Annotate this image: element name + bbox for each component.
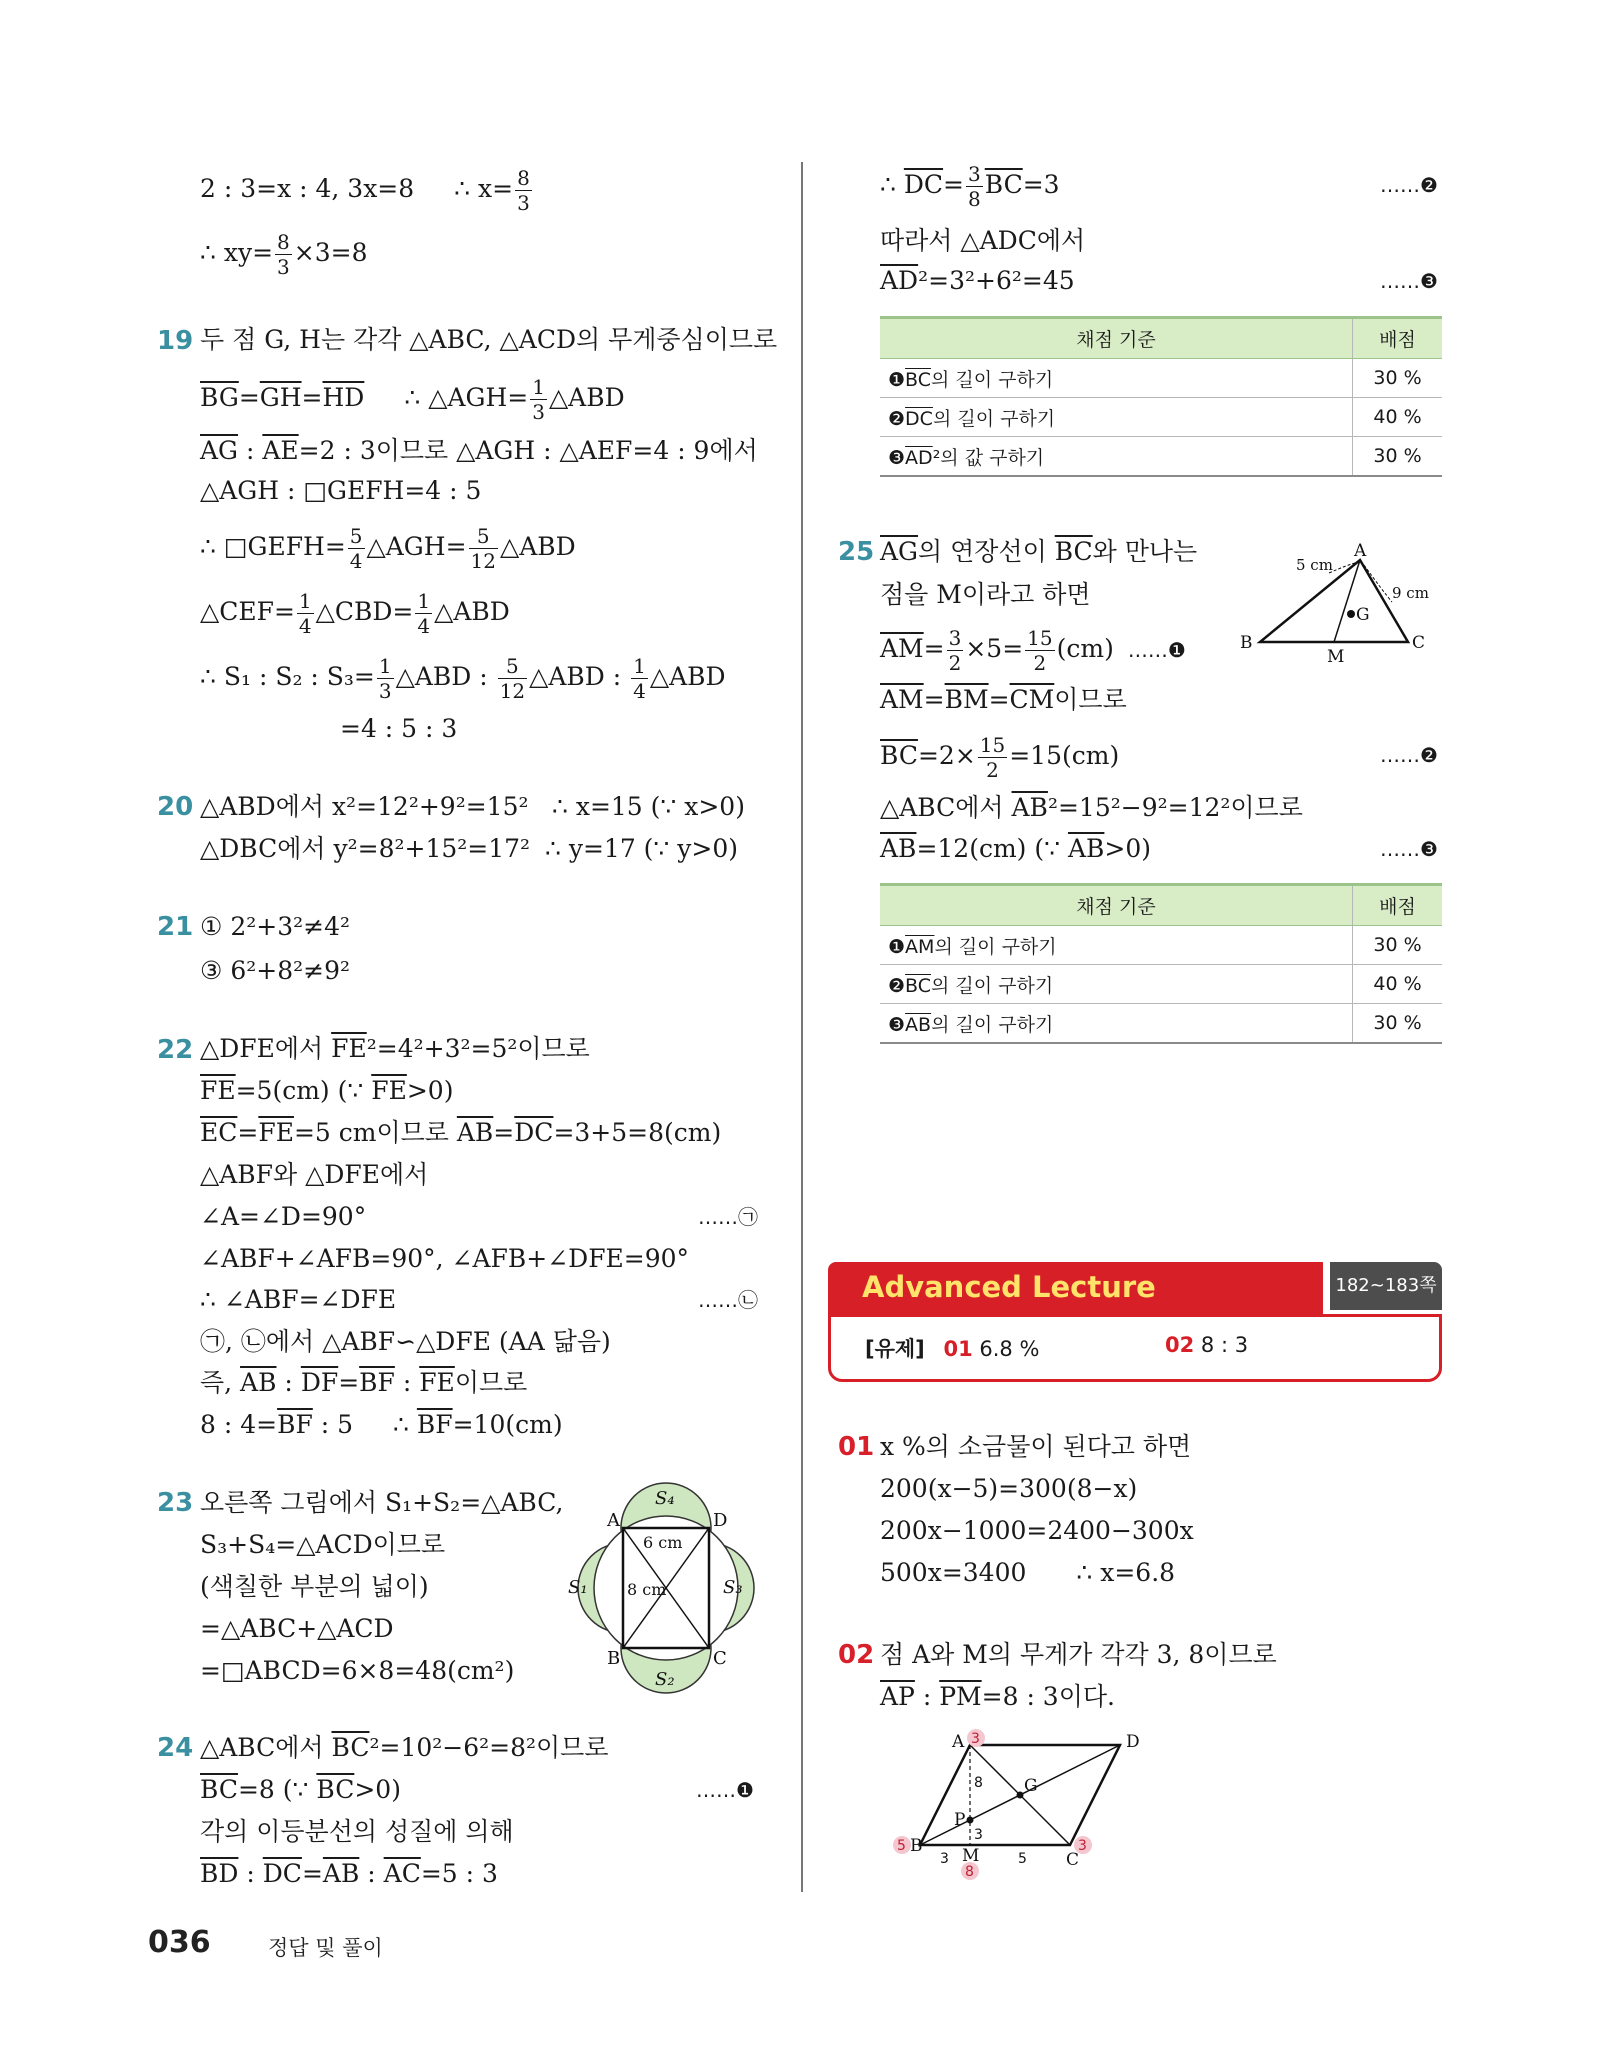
label-d: D <box>713 1510 728 1531</box>
table-header-points: 배점 <box>1353 318 1443 359</box>
p23-line-2: S₃+S₄=△ACD이므로 <box>200 1530 446 1559</box>
label-8cm: 8 cm <box>627 1580 667 1599</box>
p24c-line-1: ∴ $\overline{DC}=$ $\frac{3}{8}$ $\overline{BC}=3$ <box>880 162 1060 211</box>
p19-line-6: △CEF= $\frac{1}{4}$ △CBD= $\frac{1}{4}$ △ABD <box>200 589 510 638</box>
answer-line-1: [유제] 01 6.8 % <box>865 1337 1040 1361</box>
label-c: C <box>713 1648 727 1669</box>
label-g: G <box>1356 605 1370 625</box>
label-g: G <box>1024 1776 1038 1796</box>
table-row: $❷\overline{BC}$의 길이 구하기 40 % <box>880 965 1442 1004</box>
p20-line-2b: ∴ y=17 (∵ y>0) <box>545 834 739 863</box>
table-header-points: 배점 <box>1353 885 1443 926</box>
label-6cm: 6 cm <box>643 1533 683 1552</box>
problem-20-number: 20 <box>157 792 194 822</box>
p23-line-5: =□ABCD=6×8=48(cm²) <box>200 1656 515 1685</box>
q01-line-2: 200(x−5)=300(8−x) <box>880 1474 1138 1503</box>
table-header-criteria: 채점 기준 <box>880 318 1353 359</box>
prev-line-1: 2 : 3=x : 4, 3x=8 ∴ x= $\frac{8}{3}$ <box>200 166 530 215</box>
question-01-number: 01 <box>838 1432 875 1462</box>
p25-line-3: $\overline{AM}=$ $\frac{3}{2}$ ×5= $\frac{15}{2}$ (cm) ……❶ <box>880 626 1186 675</box>
label-b: B <box>607 1648 621 1669</box>
p22-line-2: $\overline{FE}=5(cm)$ (∵ $\overline{FE}>0$) <box>200 1076 454 1105</box>
p22-line-1: △DFE에서 $\overline{FE}^2=4^2+3^2=5^2$이므로 <box>200 1034 590 1063</box>
weight-m: 8 <box>965 1864 974 1880</box>
p19-line-5: ∴ □GEFH= $\frac{5}{4}$ △AGH= $\frac{5}{12}$ △ABD <box>200 524 576 573</box>
p20-line-2: △DBC에서 y²=8²+15²=17² <box>200 834 531 863</box>
table-header-criteria: 채점 기준 <box>880 885 1353 926</box>
label-m: M <box>1327 647 1345 665</box>
label-bm: 3 <box>940 1851 949 1867</box>
label-b: B <box>910 1836 923 1856</box>
label-c: C <box>1066 1850 1080 1870</box>
answer-line-2: 02 8 : 3 <box>1165 1333 1249 1357</box>
problem-23-number: 23 <box>157 1488 194 1518</box>
p22-mark-1: ……㉠ <box>698 1205 758 1229</box>
q02-figure <box>880 1725 1150 1885</box>
q01-line-3: 200x−1000=2400−300x <box>880 1516 1194 1545</box>
page-reference-tag: 182~183쪽 <box>1330 1262 1442 1310</box>
p24-line-2: $\overline{BC}=8$ (∵ $\overline{BC}>0$) <box>200 1775 401 1804</box>
footer-label: 정답 및 풀이 <box>268 1936 383 1960</box>
centroid-point <box>1347 610 1355 618</box>
p19-line-2: $\overline{BG}=\overline{GH}=\overline{HD}$ ∴ △AGH= $\frac{1}{3}$ △ABD <box>200 375 625 424</box>
p23-line-1: 오른쪽 그림에서 S₁+S₂=△ABC, <box>200 1488 564 1517</box>
advanced-answer-box <box>828 1314 1442 1382</box>
q01-line-1: x %의 소금물이 된다고 하면 <box>880 1432 1192 1461</box>
label-s2: S₂ <box>655 1669 675 1690</box>
p22-line-5: ∠A=∠D=90° <box>200 1202 367 1231</box>
p19-line-1: 두 점 G, H는 각각 △ABC, △ACD의 무게중심이므로 <box>200 325 778 354</box>
p22-line-3: $\overline{EC}=\overline{FE}=5$ cm이므로 $\overline{AB}=\overline{DC}=3+5=8(cm)$ <box>200 1118 722 1147</box>
p19-line-4: △AGH : □GEFH=4 : 5 <box>200 476 482 505</box>
label-9cm: 9 cm <box>1392 584 1429 602</box>
p21-line-2: ③ 6²+8²≠9² <box>200 956 351 985</box>
label-s1: S₁ <box>568 1577 588 1598</box>
weight-a: 3 <box>971 1731 980 1747</box>
table-row: $❸\overline{AD}^2$의 값 구하기 30 % <box>880 437 1442 477</box>
p25-line-5: $\overline{BC}=2\times$ $\frac{15}{2}$ =15(cm) <box>880 733 1120 782</box>
label-c: C <box>1412 633 1426 653</box>
q02-line-2: $\overline{AP}$ : $\overline{PM}=8$ : 3이다. <box>880 1682 1115 1711</box>
p24c-line-2: 따라서 △ADC에서 <box>880 226 1086 255</box>
problem-19-number: 19 <box>157 326 194 356</box>
p19-line-7: ∴ S₁ : S₂ : S₃= $\frac{1}{3}$ △ABD : $\frac{5}{12}$ △ABD : $\frac{1}{4}$ △ABD <box>200 654 726 703</box>
p25-line-1: $\overline{AG}$의 연장선이 $\overline{BC}$와 만나는 <box>880 537 1198 566</box>
p25-figure <box>1232 540 1447 665</box>
point-g <box>1017 1792 1024 1799</box>
table-row: $❶\overline{BC}$의 길이 구하기 30 % <box>880 359 1442 398</box>
label-mc: 5 <box>1018 1851 1027 1867</box>
p25-line-7: $\overline{AB}=12(cm)$ (∵ $\overline{AB}>0$) <box>880 834 1152 863</box>
p25-mark-3: ……❸ <box>1380 837 1438 861</box>
label-s4: S₄ <box>655 1488 675 1509</box>
q01-line-4: 500x=3400 ∴ x=6.8 <box>880 1558 1176 1587</box>
p22-mark-2: ……㉡ <box>698 1288 758 1312</box>
weight-b: 5 <box>897 1838 906 1854</box>
advanced-lecture-header: Advanced Lecture <box>828 1262 1323 1314</box>
p23-line-4: =△ABC+△ACD <box>200 1614 394 1643</box>
label-p: P <box>954 1810 966 1830</box>
p20-line-1b: ∴ x=15 (∵ x>0) <box>552 792 745 821</box>
p20-line-1: △ABD에서 x²=12²+9²=15² <box>200 792 529 821</box>
p23-line-3: (색칠한 부분의 넓이) <box>200 1572 429 1601</box>
table-row: $❸\overline{AB}$의 길이 구하기 30 % <box>880 1004 1442 1044</box>
weight-c: 3 <box>1078 1838 1087 1854</box>
p24c-line-3: $\overline{AD}^2=3^2+6^2=45$ <box>880 266 1075 295</box>
problem-21-number: 21 <box>157 912 194 942</box>
p23-figure <box>565 1480 780 1695</box>
p22-line-9: 즉, $\overline{AB}$ : $\overline{DF}=\overline{BF}$ : $\overline{FE}$이므로 <box>200 1368 528 1397</box>
p24-line-1: △ABC에서 $\overline{BC}^2=10^2-6^2=8^2$이므로 <box>200 1733 609 1762</box>
p25-line-6: △ABC에서 $\overline{AB}^2=15^2-9^2=12^2$이므로 <box>880 793 1303 822</box>
page-number: 036 <box>148 1925 211 1960</box>
scoring-table-24 <box>880 316 1442 477</box>
scoring-table-25 <box>880 883 1442 1044</box>
p22-line-4: △ABF와 △DFE에서 <box>200 1160 429 1189</box>
p24-line-4: $\overline{BD}$ : $\overline{DC}=\overline{AB}$ : $\overline{AC}=5$ : 3 <box>200 1859 498 1888</box>
problem-25-number: 25 <box>838 537 875 567</box>
p19-line-3: $\overline{AG}$ : $\overline{AE}=2$ : 3이므로 △AGH : △AEF=4 : 9에서 <box>200 436 758 465</box>
table-row: $❶\overline{AM}$의 길이 구하기 30 % <box>880 926 1442 965</box>
p24c-mark-3: ……❸ <box>1380 269 1438 293</box>
p25-mark-2: ……❷ <box>1380 743 1438 767</box>
p22-line-6: ∠ABF+∠AFB=90°, ∠AFB+∠DFE=90° <box>200 1244 690 1273</box>
label-a: A <box>1354 541 1367 561</box>
question-02-number: 02 <box>838 1640 875 1670</box>
problem-22-number: 22 <box>157 1035 194 1065</box>
p19-line-8: =4 : 5 : 3 <box>340 714 458 743</box>
p25-line-2: 점을 M이라고 하면 <box>880 580 1091 609</box>
p25-line-4: $\overline{AM}=\overline{BM}=\overline{CM}$이므로 <box>880 685 1127 714</box>
problem-24-number: 24 <box>157 1733 194 1763</box>
table-row: $❷\overline{DC}$의 길이 구하기 40 % <box>880 398 1442 437</box>
p24c-mark-2: ……❷ <box>1380 173 1438 197</box>
label-pm: 3 <box>974 1827 983 1843</box>
p22-line-7: ∴ ∠ABF=∠DFE <box>200 1285 397 1314</box>
p21-line-1: ① 2²+3²≠4² <box>200 912 351 941</box>
triangle-abc <box>1260 560 1408 642</box>
label-s3: S₃ <box>723 1577 743 1598</box>
q02-line-1: 점 A와 M의 무게가 각각 3, 8이므로 <box>880 1640 1277 1669</box>
median-am <box>1334 560 1360 642</box>
p24-line-3: 각의 이등분선의 성질에 의해 <box>200 1817 514 1846</box>
point-p <box>967 1817 974 1824</box>
label-a: A <box>952 1732 965 1752</box>
p24-mark-1: ……❶ <box>696 1778 754 1802</box>
label-m: M <box>962 1846 980 1866</box>
label-d: D <box>1126 1732 1140 1752</box>
p22-line-8: ㉠, ㉡에서 △ABF∽△DFE (AA 닮음) <box>200 1327 611 1356</box>
column-divider <box>801 162 803 1892</box>
p22-line-10: 8 : $4=\overline{BF}$ : 5 ∴ $\overline{BF}=10(cm)$ <box>200 1410 563 1439</box>
label-a: A <box>607 1510 620 1531</box>
prev-line-2: ∴ xy= $\frac{8}{3}$ ×3=8 <box>200 230 368 279</box>
label-5cm: 5 cm <box>1296 556 1333 574</box>
label-b: B <box>1240 633 1253 653</box>
label-ap: 8 <box>974 1775 983 1791</box>
